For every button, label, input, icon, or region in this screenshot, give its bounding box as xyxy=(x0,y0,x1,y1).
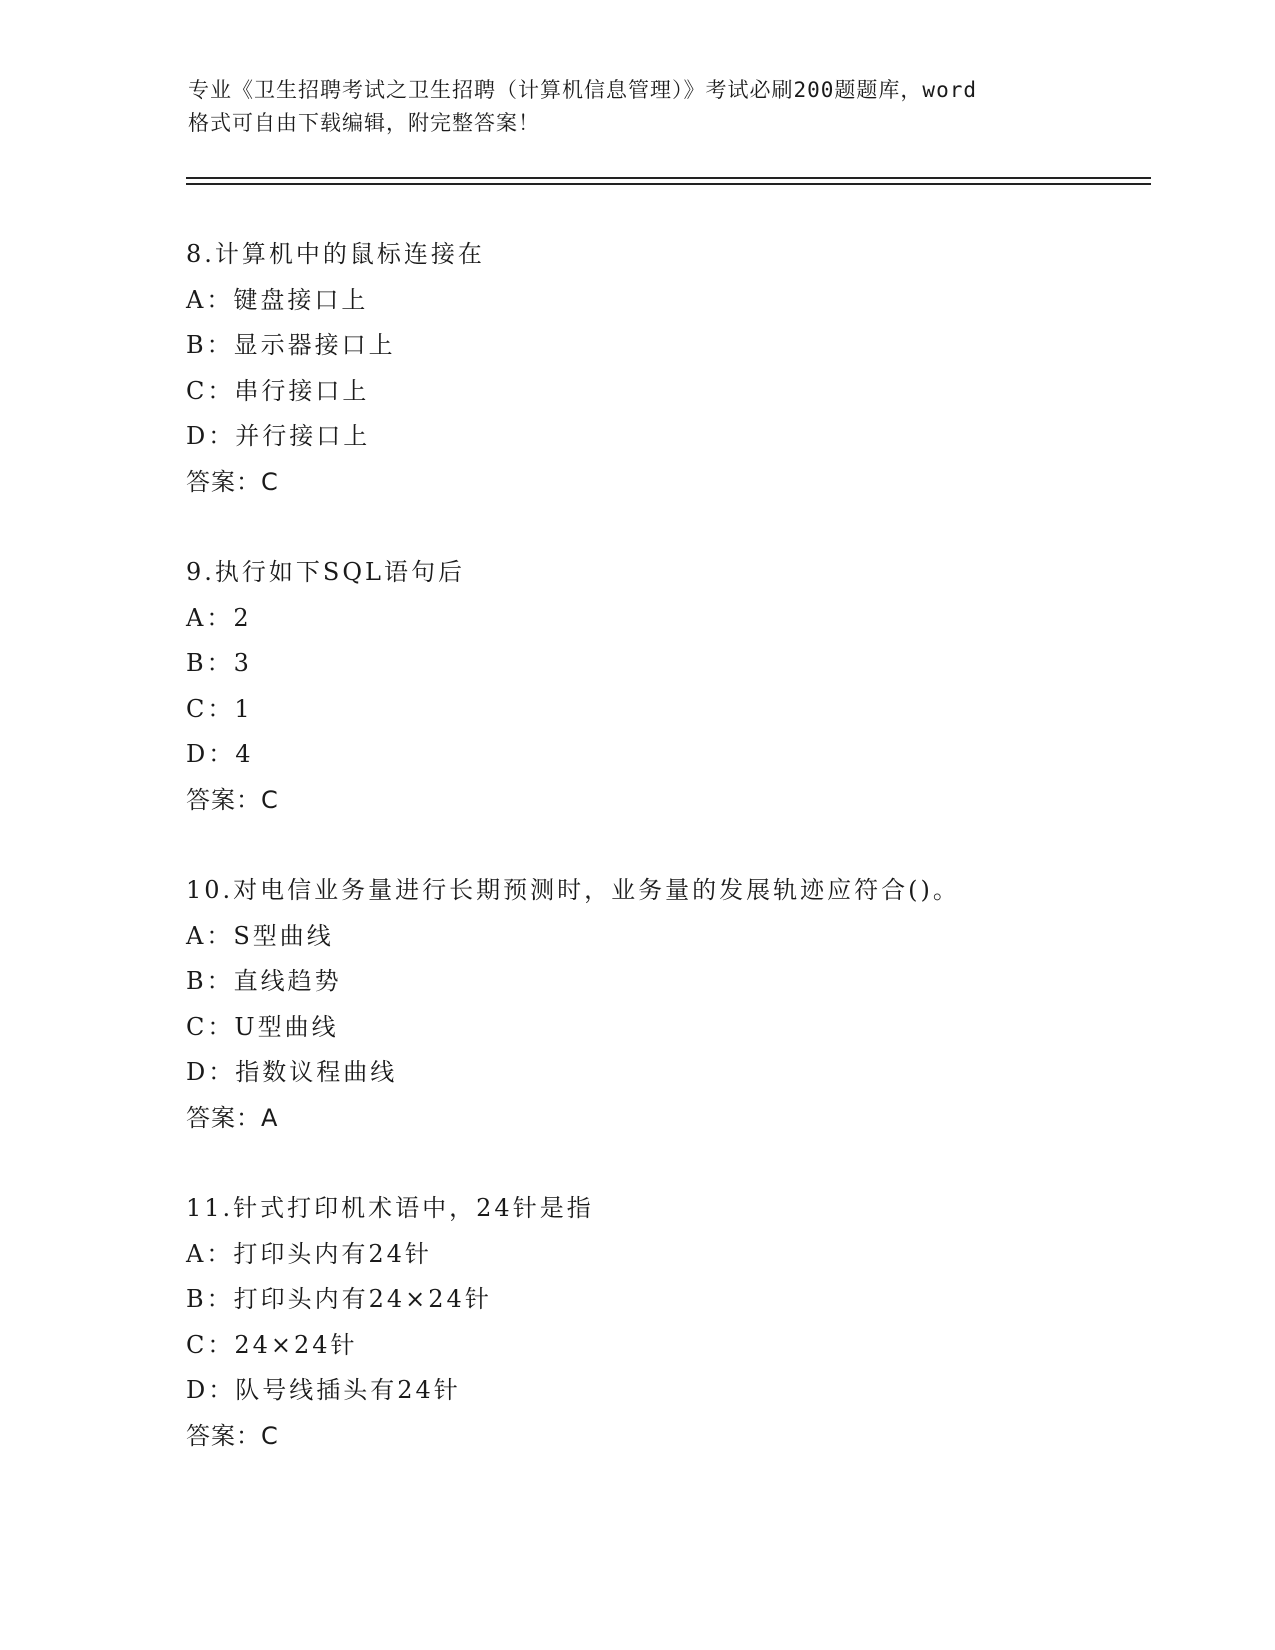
option-c: C：24×24针 xyxy=(186,1330,358,1359)
question-stem: 11.针式打印机术语中，24针是指 xyxy=(186,1194,594,1222)
answer-text: 答案：C xyxy=(186,1421,279,1450)
option-a: A：打印头内有24针 xyxy=(186,1239,432,1268)
question-item xyxy=(186,868,1186,1141)
option-d: D：并行接口上 xyxy=(186,422,371,450)
option-d: D：队号线插头有24针 xyxy=(186,1376,461,1404)
question-item xyxy=(186,232,1186,505)
option-a: A：S型曲线 xyxy=(186,921,334,950)
option-a: A：2 xyxy=(186,603,252,632)
option-d: D：4 xyxy=(186,740,254,768)
option-a: A：键盘接口上 xyxy=(186,285,369,314)
option-c: C：串行接口上 xyxy=(186,376,370,405)
answer-text: 答案：C xyxy=(186,467,279,496)
question-stem: 9.执行如下SQL语句后 xyxy=(186,558,465,586)
option-b: B：直线趋势 xyxy=(186,967,342,995)
option-b: B：显示器接口上 xyxy=(186,331,396,359)
question-item xyxy=(186,1186,1186,1459)
header-divider-top xyxy=(186,177,1151,179)
question-stem: 10.对电信业务量进行长期预测时，业务量的发展轨迹应符合()。 xyxy=(186,876,960,904)
answer-text: 答案：A xyxy=(186,1103,279,1132)
option-c: C：1 xyxy=(186,694,253,723)
header-divider-bottom xyxy=(186,183,1151,185)
question-item xyxy=(186,550,1186,823)
option-b: B：3 xyxy=(186,649,252,677)
option-d: D：指数议程曲线 xyxy=(186,1058,398,1086)
question-list xyxy=(186,232,1186,1504)
document-header xyxy=(188,74,1088,140)
option-b: B：打印头内有24×24针 xyxy=(186,1285,492,1313)
question-stem: 8.计算机中的鼠标连接在 xyxy=(186,240,485,268)
header-line-2: 格式可自由下载编辑，附完整答案！ xyxy=(188,111,540,135)
option-c: C：U型曲线 xyxy=(186,1012,339,1041)
answer-text: 答案：C xyxy=(186,785,279,814)
header-line-1: 专业《卫生招聘考试之卫生招聘（计算机信息管理）》考试必刷200题题库，word xyxy=(188,78,977,102)
